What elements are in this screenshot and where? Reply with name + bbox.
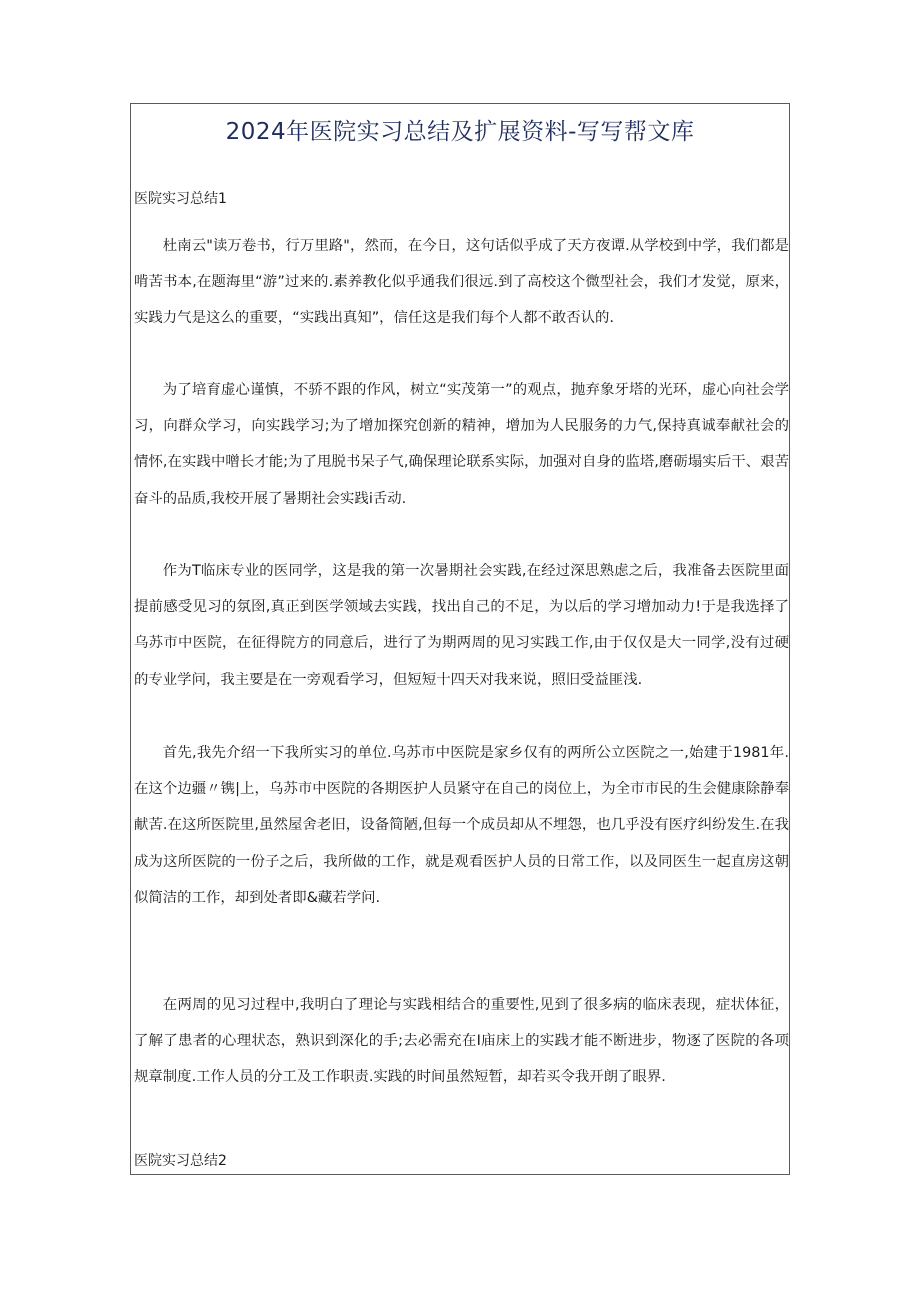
document-title: 2024年医院实习总结及扩展资料-写写帮文库 <box>225 119 695 145</box>
paragraph-3: 作为T临床专业的医同学，这是我的第一次暑期社会实践,在经过深思熟虑之后，我准备去医院里面提前感受见习的氛囹,真正到医学领域去实践，找出自己的不足，为以后的学习增加动力!于是我选择了乌苏市中医院，在征得院方的同意后，进行了为期两周的见习实践工作,由于仅仅是大一同学,没有过硬的专业学问，我主要是在一旁观看学习，但短短十四天对我来说，照旧受益匪浅. <box>134 563 789 688</box>
section-heading-1: 医院实习总结1 <box>134 191 227 207</box>
paragraph-2: 为了培育虚心谨慎，不骄不跟的作风，树立“实茂第一”的观点，抛弃象牙塔的光环，虚心向社会学习，向群众学习，向实践学习;为了增加探究创新的精神，增加为人民服务的力气,保持真诚奉献社会的情怀,在实践中噌长才能;为了甩脱书呆子气,确保理论联系实际，加强对自身的监塔,磨砺塌实后干、艰苦奋斗的品质,我校开展了暑期社会实践i舌动. <box>134 382 789 507</box>
section-heading-2: 医院实习总结2 <box>134 1153 227 1169</box>
document-page <box>130 103 790 1175</box>
paragraph-5: 在两周的见习过程中,我明白了理论与实践相结合的重要性,见到了很多病的临床表现，症状体征，了解了患者的心理状态，熟识到深化的手;去必需充在I庙床上的实践才能不断进步，物逐了医院的各项规章制度.工作人员的分工及工作职责.实践的时间虽然短暂，却若买令我开朗了眼界. <box>134 997 789 1086</box>
paragraph-1: 杜南云"读万卷书，行万里路"，然而，在今日，这句话似乎成了天方夜谭.从学校到中学，我们都是啃苦书本,在题海里“游”过来的.素养教化似乎通我们很远.到了高校这个微型社会，我们才发觉，原来，实践力气是这么的重要，“实践出真知”，信任这是我们每个人都不敢否认的. <box>134 238 789 327</box>
paragraph-4: 首先,我先介绍一下我所实习的单位.乌苏市中医院是家乡仅有的两所公立医院之一,始建于1981年.在这个边疆〃镌|上，乌苏市中医院的各期医护人员紧守在自己的岗位上，为全市市民的生会健康除静奉献苦.在这所医院里,虽然屋舍老旧，设备简陋,但每一个成员却从不埋怨，也几乎没有医疗纠纷发生.在我成为这所医院的一份子之后，我所做的工作，就是观看医护人员的日常工作，以及同医生一起直房这朝似简洁的工作，却到处者即&藏若学问. <box>134 745 789 906</box>
